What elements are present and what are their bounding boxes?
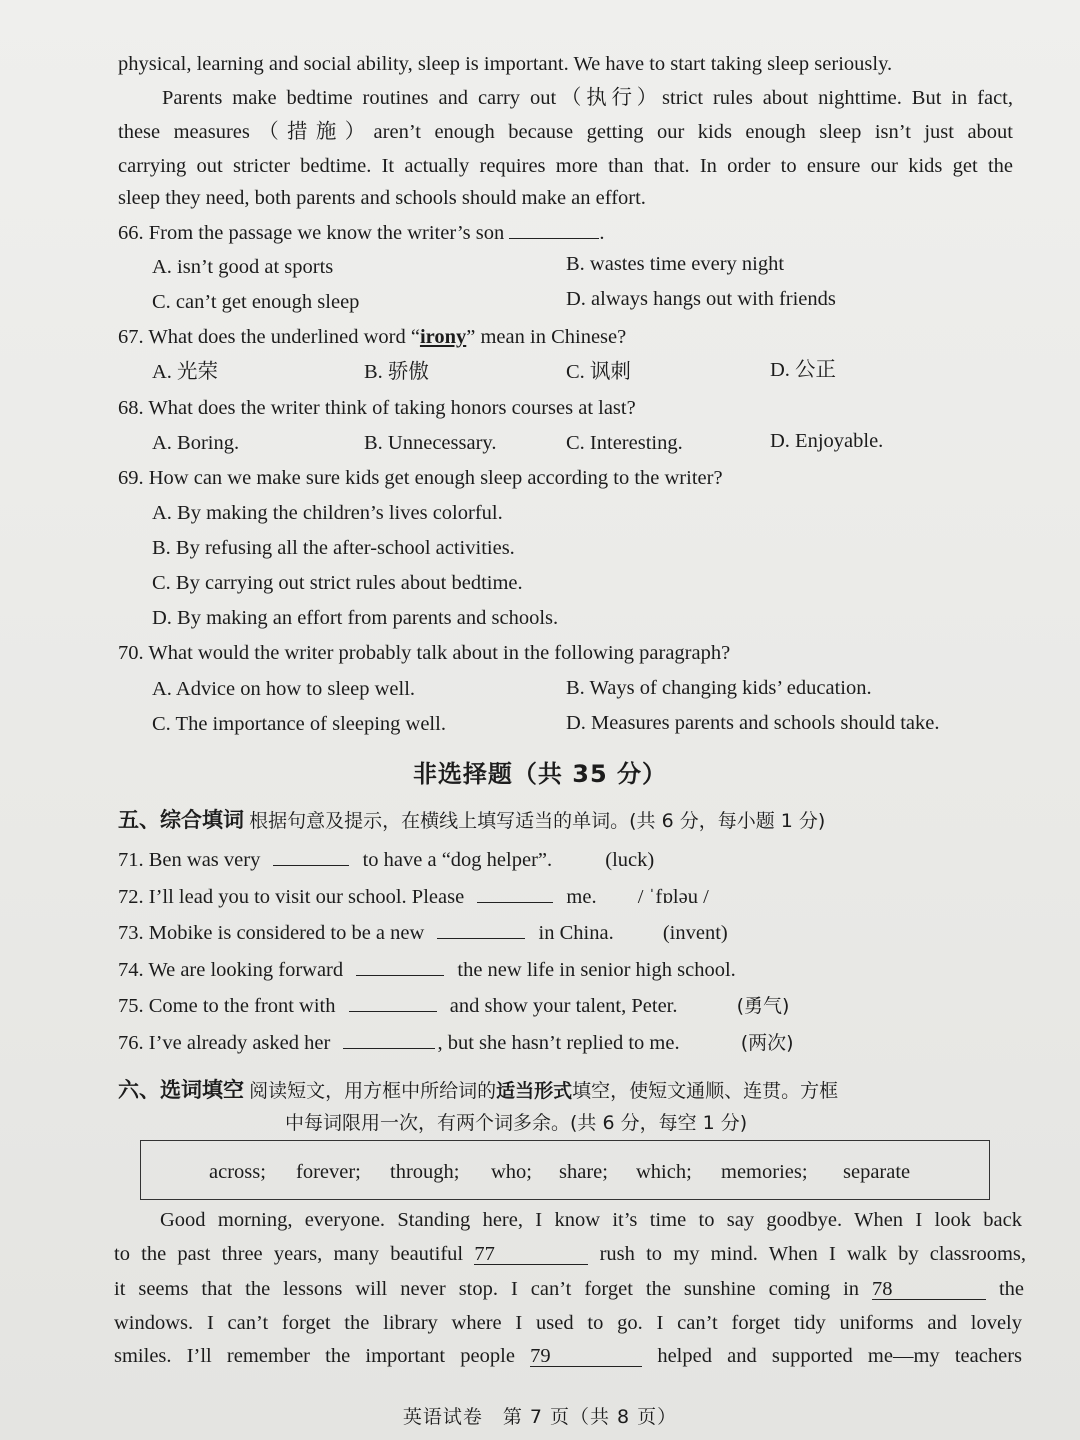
question-number: 67. xyxy=(118,326,144,348)
option-b[interactable]: B. 骄傲 xyxy=(364,361,429,383)
section-instruction: 根据句意及提示，在横线上填写适当的单词。(共 6 分，每小题 1 分) xyxy=(249,810,826,832)
word-option: who; xyxy=(491,1161,532,1183)
option-a[interactable]: A. isn’t good at sports xyxy=(152,256,334,278)
option-a[interactable]: A. By making the children’s lives colorful. xyxy=(152,502,503,524)
section6-header: 六、选词填空 阅读短文，用方框中所给词的适当形式填空，使短文通顺、连贯。方框 xyxy=(118,1078,839,1102)
option-a[interactable]: A. Advice on how to sleep well. xyxy=(152,678,416,700)
essay-line: windows. I can’t forget the library where I used to go. I can’t forget tidy uniforms and lovely xyxy=(114,1312,1022,1334)
option-d[interactable]: D. Enjoyable. xyxy=(770,430,884,452)
essay-line: to the past three years, many beautiful 77 rush to my mind. When I walk by classrooms, xyxy=(114,1243,1027,1265)
answer-blank[interactable] xyxy=(356,957,444,976)
answer-blank[interactable] xyxy=(273,847,349,866)
question-67: 67. What does the underlined word “irony” mean in Chinese? xyxy=(118,326,627,348)
option-a[interactable]: A. 光荣 xyxy=(152,361,219,383)
question-66: 66. From the passage we know the writer’s son . xyxy=(118,222,605,244)
word-option: separate xyxy=(843,1161,911,1183)
word-option: which; xyxy=(636,1161,692,1183)
hint: (勇气) xyxy=(736,995,790,1017)
option-b[interactable]: B. Unnecessary. xyxy=(364,432,497,454)
answer-blank-78[interactable]: 78 xyxy=(872,1277,986,1300)
fill-item-76: 76. I’ve already asked her , but she hasn’t replied to me. (两次) xyxy=(118,1032,794,1054)
option-d[interactable]: D. 公正 xyxy=(770,359,837,381)
hint: (两次) xyxy=(740,1032,794,1054)
option-c[interactable]: C. Interesting. xyxy=(566,432,683,454)
question-69 xyxy=(118,466,723,490)
essay-line: it seems that the lessons will never stop. I can’t forget the sunshine coming in 78 the xyxy=(114,1278,1024,1300)
fill-item-75: 75. Come to the front with and show your talent, Peter. (勇气) xyxy=(118,995,790,1017)
word-box xyxy=(140,1140,990,1200)
question-stem: From the passage we know the writer’s son xyxy=(148,222,505,244)
answer-blank[interactable] xyxy=(477,884,553,903)
passage-line: carrying out stricter bedtime. It actually requires more than that. In order to ensure our kids get the xyxy=(118,155,1013,177)
fill-item-71: 71. Ben was very to have a “dog helper”. (luck) xyxy=(118,849,655,871)
option-b[interactable]: B. wastes time every night xyxy=(566,253,785,275)
hint: (invent) xyxy=(662,922,728,944)
option-c[interactable]: C. By carrying out strict rules about bedtime. xyxy=(152,572,523,594)
option-c[interactable]: C. The importance of sleeping well. xyxy=(152,713,446,735)
question-70 xyxy=(118,641,730,665)
hint: / ˈfɒləu / xyxy=(637,886,709,908)
section-heading: 六、选词填空 xyxy=(118,1078,244,1102)
answer-blank[interactable] xyxy=(349,993,437,1012)
passage-line: physical, learning and social ability, sleep is important. We have to start taking sleep seriously. xyxy=(118,53,893,75)
answer-blank[interactable] xyxy=(509,220,599,239)
option-b[interactable]: B. Ways of changing kids’ education. xyxy=(566,677,872,699)
answer-blank[interactable] xyxy=(437,920,525,939)
fill-item-74: 74. We are looking forward the new life in senior high school. xyxy=(118,959,736,981)
option-d[interactable]: D. By making an effort from parents and schools. xyxy=(152,607,559,629)
word-option: through; xyxy=(390,1161,460,1183)
option-d[interactable]: D. Measures parents and schools should take. xyxy=(566,712,940,734)
option-c[interactable]: C. 讽刺 xyxy=(566,361,631,383)
page-footer: 英语试卷 第 7 页（共 8 页） xyxy=(402,1406,678,1428)
option-c[interactable]: C. can’t get enough sleep xyxy=(152,291,360,313)
fill-item-73: 73. Mobike is considered to be a new in China. (invent) xyxy=(118,922,728,944)
question-stem: How can we make sure kids get enough sleep according to the writer? xyxy=(148,467,723,489)
fill-item-72: 72. I’ll lead you to visit our school. Please me. / ˈfɒləu / xyxy=(118,886,709,908)
essay-line: smiles. I’ll remember the important people 79 helped and supported me—my teachers xyxy=(114,1345,1022,1367)
question-number: 69. xyxy=(118,467,144,489)
question-number: 66. xyxy=(118,222,144,244)
passage-line: Parents make bedtime routines and carry out（执行）strict rules about nighttime. But in fact, xyxy=(162,87,1013,109)
essay-line: Good morning, everyone. Standing here, I know it’s time to say goodbye. When I look back xyxy=(160,1209,1022,1231)
question-68 xyxy=(118,396,636,420)
nonchoice-title: 非选择题（共 35 分） xyxy=(412,760,668,788)
underlined-word: irony xyxy=(419,326,467,348)
option-a[interactable]: A. Boring. xyxy=(152,432,240,454)
word-option: memories; xyxy=(721,1161,808,1183)
answer-blank[interactable] xyxy=(343,1030,435,1049)
word-option: forever; xyxy=(296,1161,361,1183)
question-number: 70. xyxy=(118,642,144,664)
section-heading: 五、综合填词 xyxy=(118,808,244,832)
question-stem: What does the writer think of taking honors courses at last? xyxy=(148,397,636,419)
answer-blank-79[interactable]: 79 xyxy=(530,1344,642,1367)
question-number: 68. xyxy=(118,397,144,419)
passage-line: these measures（措施）aren’t enough because getting our kids enough sleep isn’t just about xyxy=(118,121,1013,143)
word-option: share; xyxy=(559,1161,608,1183)
option-d[interactable]: D. always hangs out with friends xyxy=(566,288,836,310)
passage-line: sleep they need, both parents and schools should make an effort. xyxy=(118,187,646,209)
option-b[interactable]: B. By refusing all the after-school activities. xyxy=(152,537,515,559)
question-stem: What would the writer probably talk about in the following paragraph? xyxy=(148,642,731,664)
section5-header xyxy=(118,808,825,833)
word-option: across; xyxy=(209,1161,266,1183)
section6-instruction-line2: 中每词限用一次，有两个词多余。(共 6 分，每空 1 分) xyxy=(285,1112,748,1134)
hint: (luck) xyxy=(605,849,655,871)
answer-blank-77[interactable]: 77 xyxy=(474,1242,588,1265)
